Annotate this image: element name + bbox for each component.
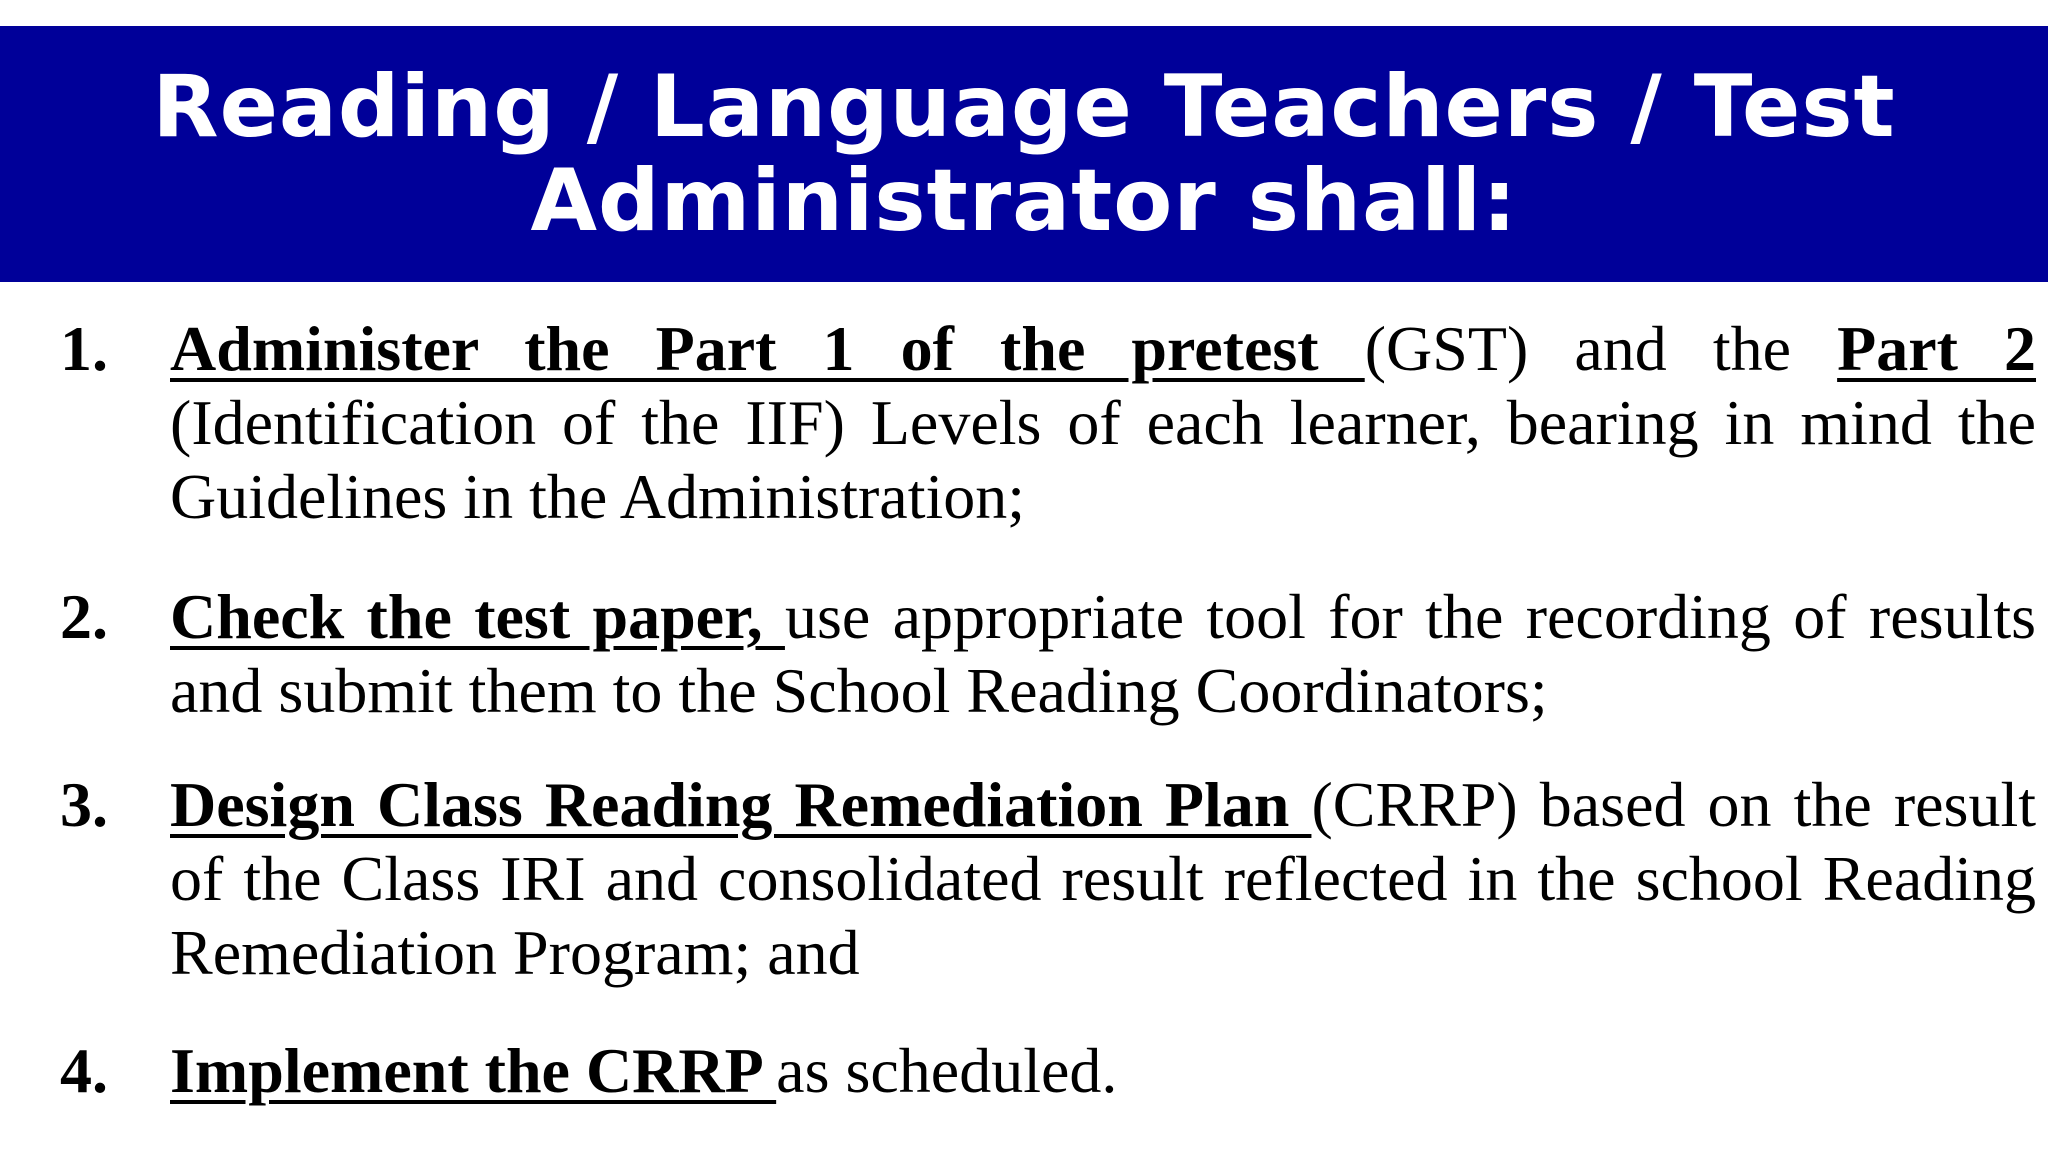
body-text: (Identification of the IIF) Levels of each learner, bearing in mind the Guidelines in the Administration; <box>170 387 2036 532</box>
item-number: 1. <box>60 313 108 384</box>
body-text: (GST) and the <box>1364 313 1838 384</box>
duty-list <box>60 312 2036 1154</box>
item-text <box>170 580 2036 728</box>
item-number: 3. <box>60 769 108 840</box>
page-title: Reading / Language Teachers / Test Administrator shall: <box>152 57 1896 251</box>
title-banner <box>0 26 2048 282</box>
item-text <box>170 312 2036 534</box>
body-text: use appropriate tool for the recording of results and submit them to the School Reading Coordinators; <box>170 581 2037 726</box>
emphasis-text: Part 2 <box>1837 313 2037 384</box>
item-number: 2. <box>60 581 108 652</box>
list-item <box>60 580 2036 728</box>
list-item <box>60 1034 2036 1108</box>
emphasis-text: Check the test paper, <box>170 581 785 652</box>
item-text <box>170 1034 2036 1108</box>
emphasis-text: Administer the Part 1 of the pretest <box>170 313 1365 384</box>
body-text: (CRRP) based on the result of the Class IRI and consolidated result reflected in the school Reading Remediation Program; and <box>170 769 2037 988</box>
list-item <box>60 768 2036 990</box>
item-text <box>170 768 2036 990</box>
emphasis-text: Implement the CRRP <box>170 1035 777 1106</box>
body-text: as scheduled. <box>776 1035 1118 1106</box>
item-number: 4. <box>60 1035 108 1106</box>
list-item <box>60 312 2036 534</box>
emphasis-text: Design Class Reading Remediation Plan <box>170 769 1312 840</box>
